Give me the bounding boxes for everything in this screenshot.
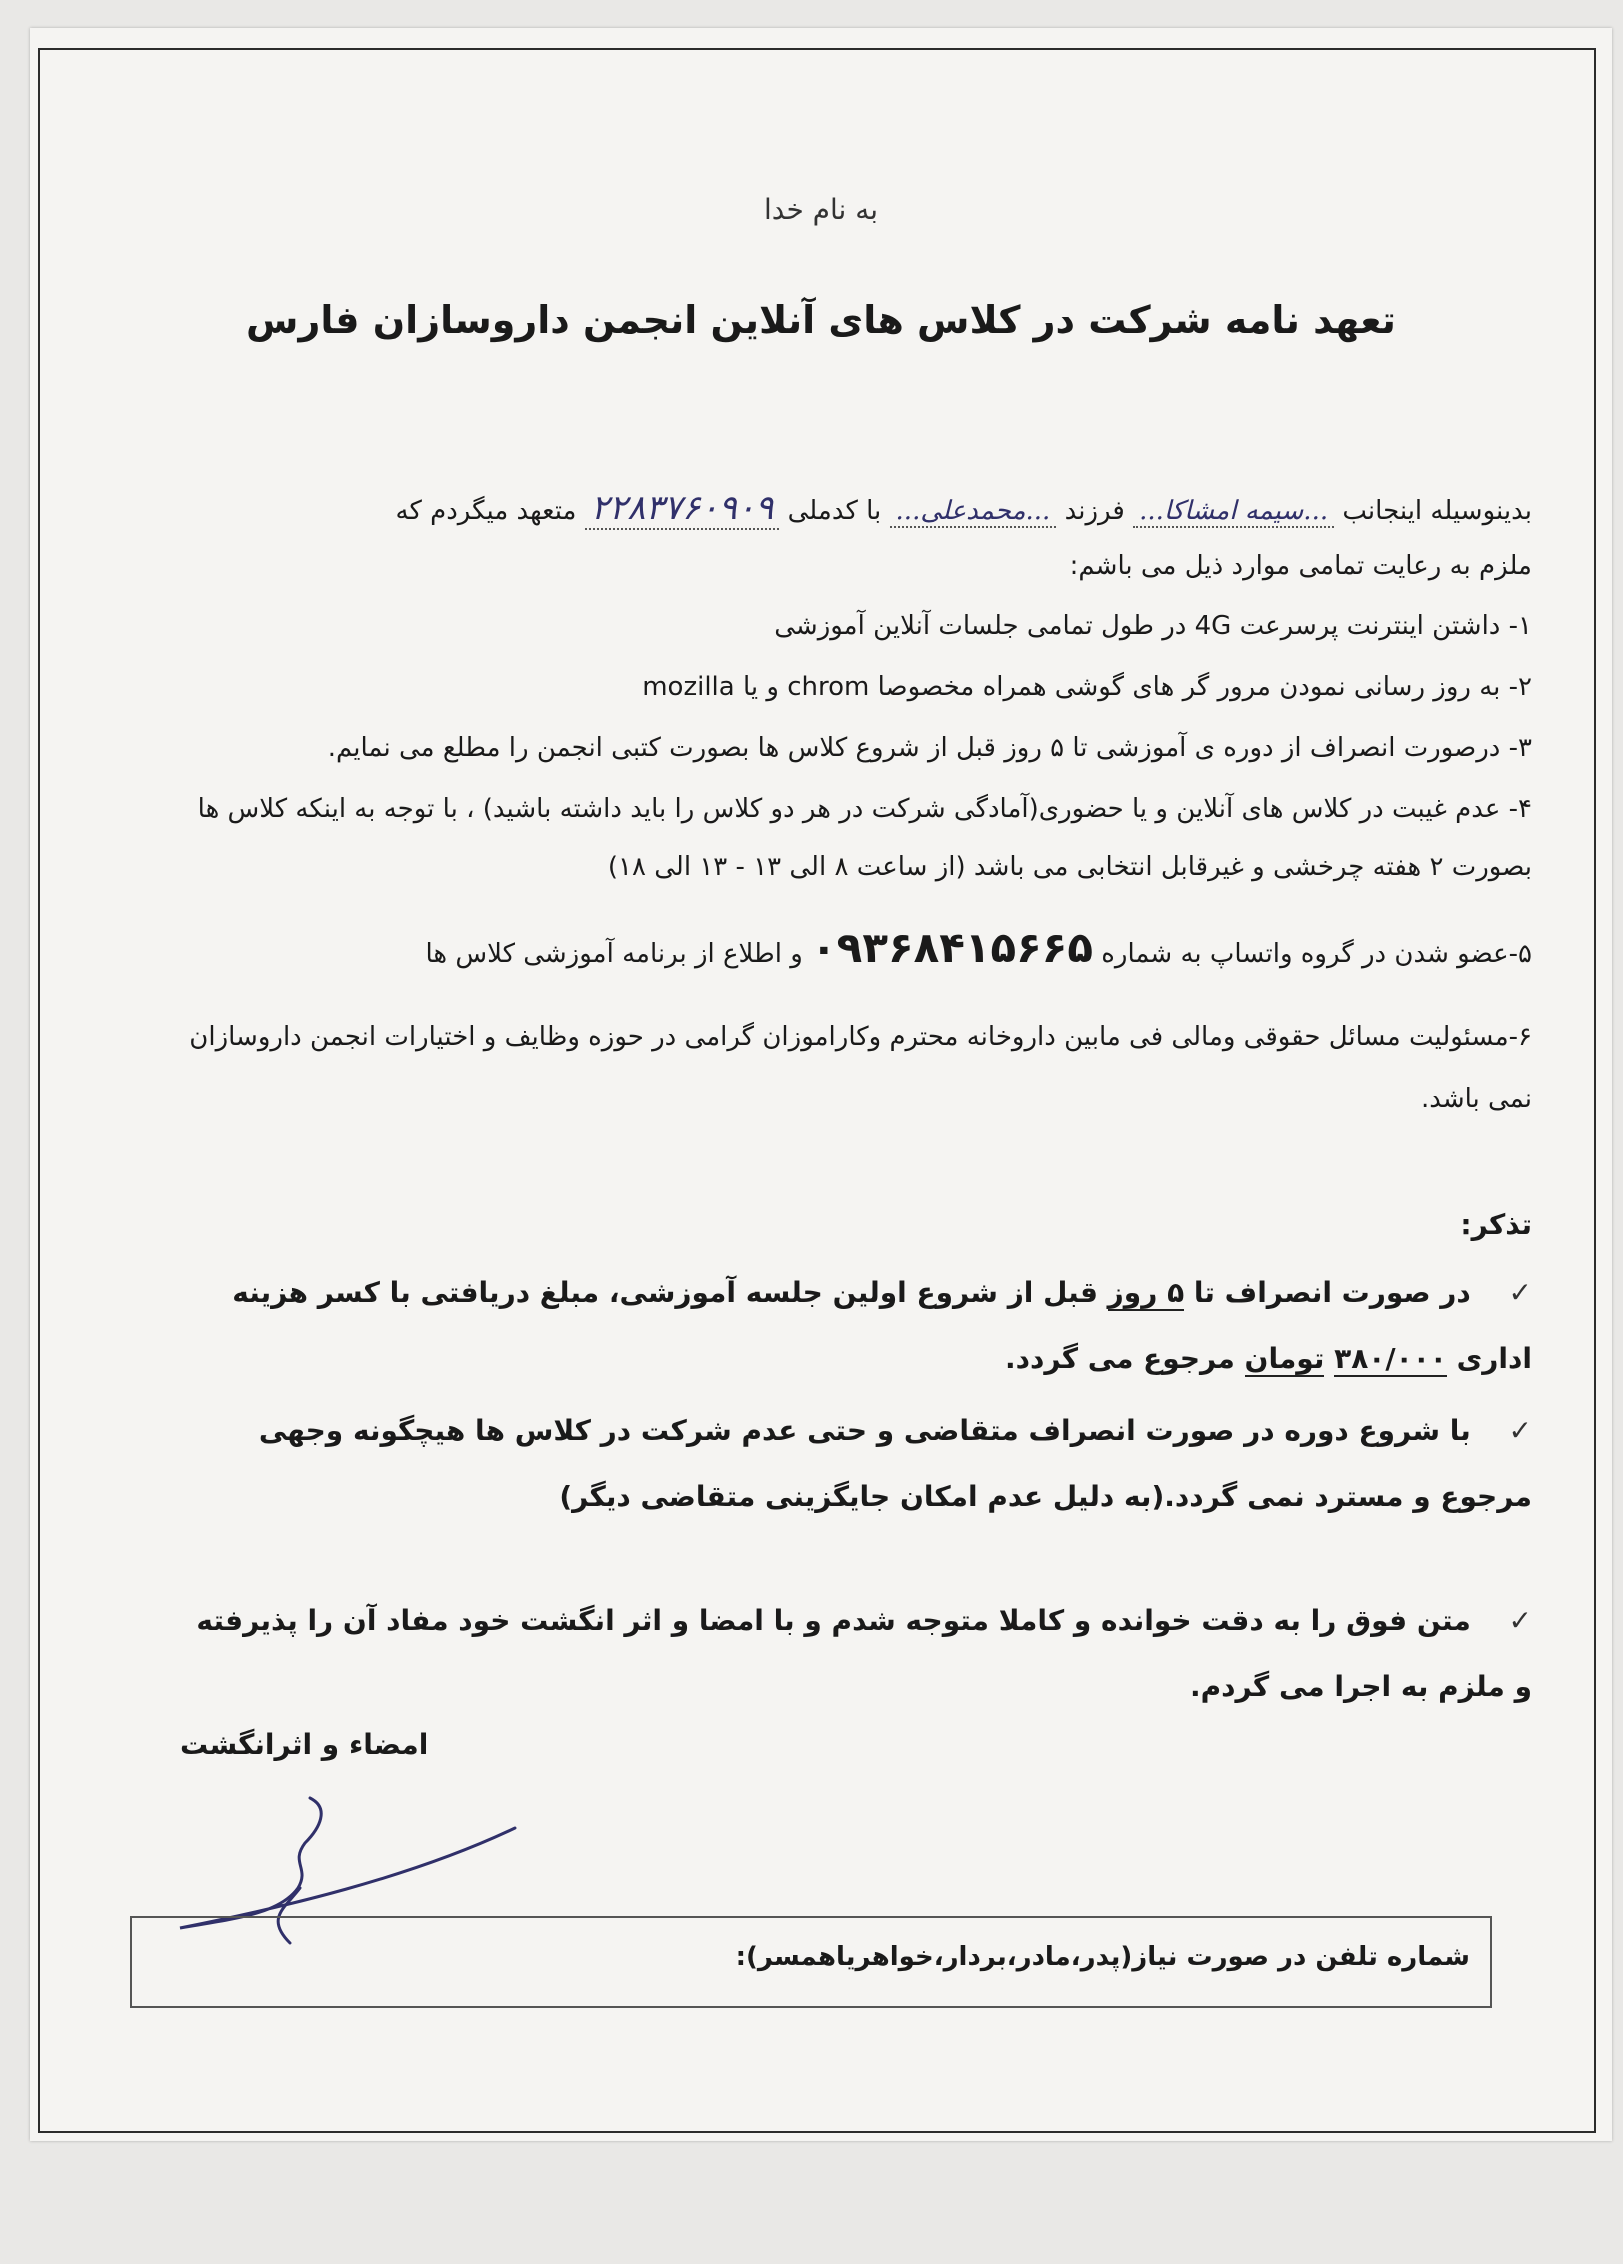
check-icon: ✓ bbox=[1508, 1276, 1532, 1309]
handwritten-national-id: ۲۲۸۳۷۶۰۹۰۹ bbox=[585, 488, 780, 530]
item-5 bbox=[425, 923, 1532, 972]
item-1: ۱- داشتن اینترنت پرسرعت 4G در طول تمامی جلسات آنلاین آموزشی bbox=[774, 611, 1532, 641]
document-page bbox=[30, 28, 1612, 2141]
note-3 bbox=[170, 1588, 1532, 1720]
note-1-days: ۵ روز bbox=[1107, 1276, 1185, 1309]
handwritten-father-name: ...محمدعلی... bbox=[890, 496, 1057, 528]
bismillah-heading: به نام خدا bbox=[763, 193, 879, 226]
whatsapp-number: ۰۹۳۶۸۴۱۵۶۶۵ bbox=[811, 923, 1094, 972]
item-2: ۲- به روز رسانی نمودن مرور گر های گوشی همراه مخصوصا chrom و یا mozilla bbox=[642, 672, 1532, 702]
item-5-prefix: ۵-عضو شدن در گروه واتساپ به شماره bbox=[1101, 939, 1532, 969]
note-2-text: با شروع دوره در صورت انصراف متقاضی و حتی عدم شرکت در کلاس ها هیچگونه وجهی مرجوع و مسترد نمی گردد.(به دلیل عدم امکان جایگزینی متقاضی دیگر) bbox=[258, 1414, 1532, 1513]
note-1-text-a: در صورت انصراف تا bbox=[1193, 1276, 1471, 1309]
intro-suffix: متعهد میگردم که bbox=[395, 496, 577, 526]
document-title: تعهد نامه شرکت در کلاس های آنلاین انجمن داروسازان فارس bbox=[246, 298, 1396, 342]
intro-prefix: بدینوسیله اینجانب bbox=[1342, 496, 1532, 526]
intro-line-2: ملزم به رعایت تمامی موارد ذیل می باشم: bbox=[1069, 551, 1532, 581]
item-4: ۴- عدم غیبت در کلاس های آنلاین و یا حضوری(آمادگی شرکت در هر دو کلاس را باید داشته باشید) ، با توجه به اینکه کلاس ها بصورت ۲ هفته چرخشی و غیرقابل انتخابی می باشد (از ساعت ۸ الی ۱۳ - ۱۳ الی ۱۸) bbox=[197, 794, 1532, 882]
intro-line-1 bbox=[396, 488, 1532, 528]
check-icon: ✓ bbox=[1508, 1604, 1532, 1637]
note-1 bbox=[170, 1260, 1532, 1392]
note-3-text: متن فوق را به دقت خوانده و کاملا متوجه شدم و با امضا و اثر انگشت خود مفاد آن را پذیرفته و ملزم به اجرا می گردم. bbox=[196, 1604, 1532, 1703]
son-of-label: فرزند bbox=[1064, 496, 1125, 526]
note-2 bbox=[170, 1398, 1532, 1530]
note-1-currency: تومان bbox=[1244, 1342, 1325, 1375]
item-3: ۳- درصورت انصراف از دوره ی آموزشی تا ۵ روز قبل از شروع کلاس ها بصورت کتبی انجمن را مطلع می نمایم. bbox=[327, 733, 1532, 763]
national-id-label: با کدملی bbox=[787, 496, 882, 526]
check-icon: ✓ bbox=[1508, 1414, 1532, 1447]
handwritten-name: ...سیمه امشاکا... bbox=[1133, 496, 1334, 528]
note-1-amount: ۳۸۰/۰۰۰ bbox=[1334, 1342, 1447, 1375]
notes-heading: تذکر: bbox=[1460, 1208, 1532, 1241]
note-1-text-b: قبل از شروع اولین جلسه آموزشی، مبلغ دریافتی با کسر هزینه اداری bbox=[232, 1276, 1532, 1375]
emergency-phone-label: شماره تلفن در صورت نیاز(پدر،مادر،بردار،خواهریاهمسر): bbox=[735, 1942, 1470, 1972]
note-1-text-c: مرجوع می گردد. bbox=[1004, 1342, 1235, 1375]
emergency-phone-box bbox=[130, 1916, 1492, 2008]
signature-label: امضاء و اثرانگشت bbox=[180, 1728, 429, 1761]
item-6: ۶-مسئولیت مسائل حقوقی ومالی فی مابین داروخانه محترم وکاراموزان گرامی در حوزه وظایف و اختیارات انجمن داروسازان نمی باشد. bbox=[189, 1022, 1532, 1114]
item-5-suffix: و اطلاع از برنامه آموزشی کلاس ها bbox=[425, 939, 803, 969]
